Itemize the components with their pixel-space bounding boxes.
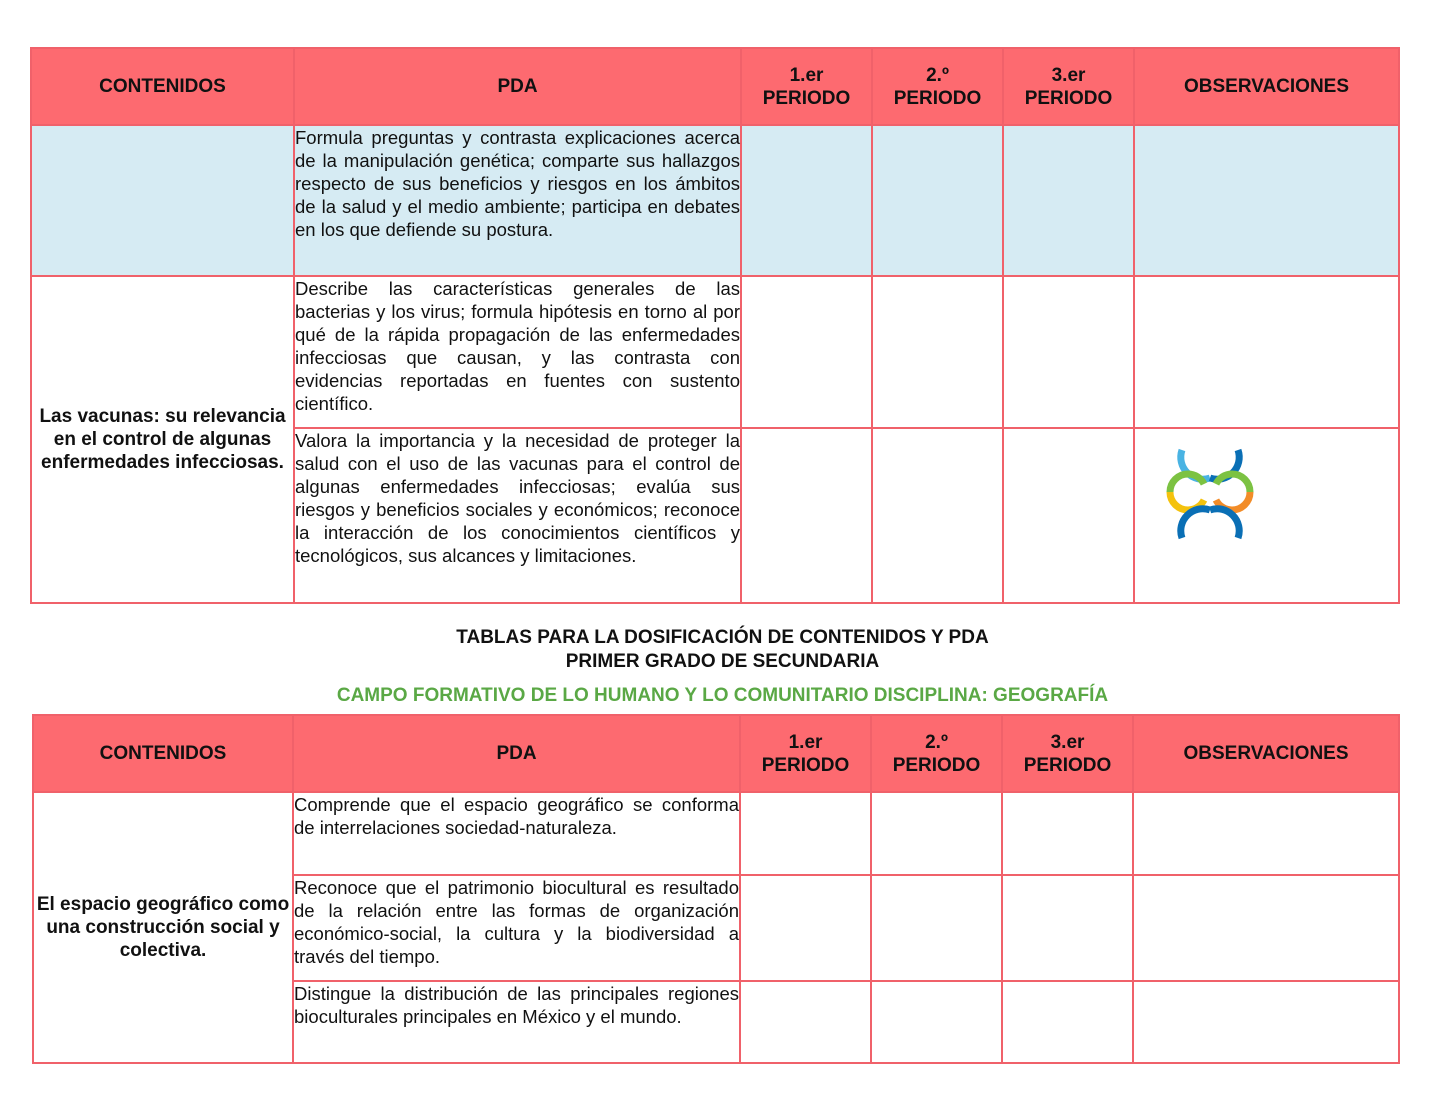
- periodo-2-cell[interactable]: [871, 981, 1002, 1063]
- observaciones-cell[interactable]: [1133, 875, 1399, 981]
- pda-cell: Distingue la distribución de las principales regiones bioculturales principales en México y el mundo.: [293, 981, 740, 1063]
- pda-cell: Formula preguntas y contrasta explicaciones acerca de la manipulación genética; comparte sus hallazgos respecto de sus beneficios y riesgos en los ámbitos de la salud y el medio ambiente; participa en debates en los que defiende su postura.: [294, 125, 741, 276]
- section-title-line1: TABLAS PARA LA DOSIFICACIÓN DE CONTENIDOS Y PDA: [456, 627, 989, 648]
- table-header-row: [33, 715, 1399, 792]
- header-periodo-2-num: 2.º: [926, 64, 949, 86]
- header-periodo-3-num: 3.er: [1051, 64, 1086, 86]
- header-periodo-3: [1003, 48, 1134, 125]
- periodo-1-cell[interactable]: [740, 875, 871, 981]
- header-periodo-2-label: PERIODO: [892, 754, 981, 776]
- contenido-cell: Las vacunas: su relevancia en el control de algunas enfermedades infecciosas.: [31, 276, 294, 603]
- periodo-2-cell[interactable]: [872, 276, 1003, 428]
- observaciones-cell[interactable]: [1133, 792, 1399, 875]
- interlocking-arcs-logo-icon: [1164, 448, 1256, 540]
- periodo-3-cell[interactable]: [1003, 428, 1134, 603]
- header-contenidos: CONTENIDOS: [31, 48, 294, 125]
- table-row: [31, 125, 1399, 276]
- periodo-1-cell[interactable]: [741, 125, 872, 276]
- header-periodo-3-num: 3.er: [1050, 731, 1085, 753]
- periodo-3-cell[interactable]: [1003, 276, 1134, 428]
- periodo-1-cell[interactable]: [740, 981, 871, 1063]
- header-periodo-3: [1002, 715, 1133, 792]
- observaciones-cell[interactable]: [1133, 981, 1399, 1063]
- header-pda: PDA: [293, 715, 740, 792]
- section-subtitle: CAMPO FORMATIVO DE LO HUMANO Y LO COMUNITARIO DISCIPLINA: GEOGRAFÍA: [336, 685, 1109, 706]
- header-contenidos: CONTENIDOS: [33, 715, 293, 792]
- periodo-3-cell[interactable]: [1002, 792, 1133, 875]
- section-title-line2: PRIMER GRADO DE SECUNDARIA: [565, 651, 880, 672]
- header-periodo-1: [741, 48, 872, 125]
- header-periodo-3-label: PERIODO: [1024, 87, 1113, 109]
- periodo-2-cell[interactable]: [871, 792, 1002, 875]
- header-periodo-1-num: 1.er: [788, 731, 823, 753]
- periodo-1-cell[interactable]: [741, 428, 872, 603]
- periodo-3-cell[interactable]: [1002, 875, 1133, 981]
- header-observaciones: OBSERVACIONES: [1133, 715, 1399, 792]
- periodo-1-cell[interactable]: [740, 792, 871, 875]
- pda-cell: Reconoce que el patrimonio biocultural es resultado de la relación entre las formas de organización económico-social, la cultura y la biodiversidad a través del tiempo.: [293, 875, 740, 981]
- header-observaciones: OBSERVACIONES: [1134, 48, 1399, 125]
- pda-cell: Valora la importancia y la necesidad de proteger la salud con el uso de las vacunas para el control de algunas enfermedades infecciosas; evalúa sus riesgos y beneficios sociales y económicos; reconoce la interacción de los conocimientos científicos y tecnológicos, sus alcances y limitaciones.: [294, 428, 741, 603]
- header-periodo-2: [871, 715, 1002, 792]
- header-periodo-1-label: PERIODO: [762, 87, 851, 109]
- periodo-3-cell[interactable]: [1003, 125, 1134, 276]
- header-periodo-1-num: 1.er: [789, 64, 824, 86]
- observaciones-cell[interactable]: [1134, 125, 1399, 276]
- dosificacion-table-2: [32, 714, 1400, 1064]
- table-row: [33, 792, 1399, 875]
- table-row: [31, 276, 1399, 428]
- periodo-2-cell[interactable]: [871, 875, 1002, 981]
- header-periodo-2-label: PERIODO: [893, 87, 982, 109]
- table-header-row: [31, 48, 1399, 125]
- contenido-cell: [31, 125, 294, 276]
- header-periodo-1: [740, 715, 871, 792]
- pda-cell: Describe las características generales de las bacterias y los virus; formula hipótesis en torno al por qué de la rápida propagación de las enfermedades infecciosas que causan, y las contrasta con evidencias reportadas en fuentes con sustento científico.: [294, 276, 741, 428]
- periodo-2-cell[interactable]: [872, 428, 1003, 603]
- observaciones-cell[interactable]: [1134, 276, 1399, 428]
- header-pda: PDA: [294, 48, 741, 125]
- pda-cell: Comprende que el espacio geográfico se conforma de interrelaciones sociedad-naturaleza.: [293, 792, 740, 875]
- header-periodo-3-label: PERIODO: [1023, 754, 1112, 776]
- contenido-cell: El espacio geográfico como una construcción social y colectiva.: [33, 792, 293, 1063]
- periodo-1-cell[interactable]: [741, 276, 872, 428]
- header-periodo-2: [872, 48, 1003, 125]
- periodo-3-cell[interactable]: [1002, 981, 1133, 1063]
- periodo-2-cell[interactable]: [872, 125, 1003, 276]
- header-periodo-1-label: PERIODO: [761, 754, 850, 776]
- header-periodo-2-num: 2.º: [925, 731, 948, 753]
